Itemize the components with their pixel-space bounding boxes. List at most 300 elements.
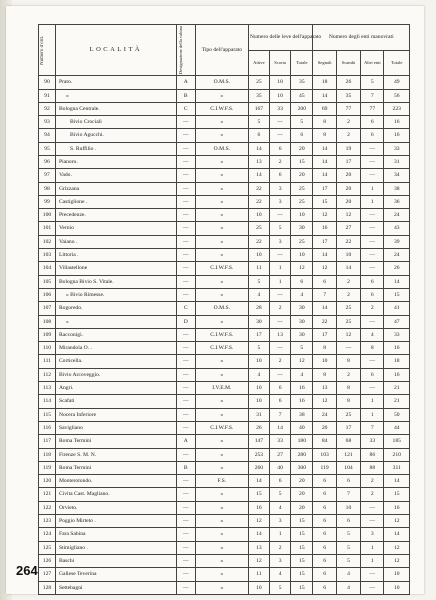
row-altri-enti: 7	[361, 89, 384, 102]
row-leve-attive: 10	[248, 209, 269, 222]
row-scambi: 20	[336, 182, 360, 195]
table-row	[39, 568, 410, 581]
row-leve-attive: 4	[248, 288, 269, 301]
row-segnali: 17	[313, 328, 336, 341]
row-altri-enti: 4	[361, 328, 384, 341]
row-leve-scorta: —	[270, 368, 291, 381]
row-leve-totale: 30	[291, 315, 313, 328]
row-localita: Littoria .	[55, 249, 176, 262]
row-enti-totale: 10	[384, 568, 410, 581]
row-tipo: »	[195, 541, 248, 554]
row-enti-totale: 31	[384, 156, 410, 169]
col-header-designazione-text: Designazione della cabina	[177, 26, 183, 75]
row-tipo: »	[195, 528, 248, 541]
row-leve-attive: 12	[248, 554, 269, 567]
row-segnali: 14	[313, 302, 336, 315]
row-segnali: 119	[313, 461, 336, 474]
row-leve-attive: 15	[248, 488, 269, 501]
row-designazione: —	[176, 156, 195, 169]
row-tipo: »	[195, 275, 248, 288]
row-leve-scorta: 1	[270, 275, 291, 288]
row-segnali: 20	[313, 421, 336, 434]
row-altri-enti: 77	[361, 102, 384, 115]
row-designazione: —	[176, 288, 195, 301]
row-leve-totale: 30	[291, 328, 313, 341]
row-tipo: »	[195, 249, 248, 262]
row-segnali: 6	[313, 488, 336, 501]
row-leve-attive: 10	[248, 395, 269, 408]
row-designazione: —	[176, 515, 195, 528]
row-scambi: 25	[336, 315, 360, 328]
row-leve-scorta: 33	[270, 102, 291, 115]
row-leve-totale: 6	[291, 129, 313, 142]
table-row	[39, 102, 410, 115]
row-leve-attive: 25	[248, 222, 269, 235]
row-leve-totale: 30	[291, 302, 313, 315]
row-localita: Corticella.	[55, 355, 176, 368]
row-number: 123	[39, 515, 56, 528]
row-designazione: B	[176, 461, 195, 474]
row-tipo: C.I.W.F.S.	[195, 342, 248, 355]
row-scambi: 12	[336, 209, 360, 222]
row-number: 116	[39, 421, 56, 434]
row-number: 110	[39, 342, 56, 355]
row-number: 117	[39, 435, 56, 448]
row-segnali: 14	[313, 142, 336, 155]
row-number: 97	[39, 169, 56, 182]
row-segnali: 22	[313, 315, 336, 328]
row-localita: Pianoro.	[55, 156, 176, 169]
row-enti-totale: 16	[384, 116, 410, 129]
row-enti-totale: 210	[384, 448, 410, 461]
row-leve-totale: 6	[291, 275, 313, 288]
row-scambi: 10	[336, 249, 360, 262]
row-enti-totale: 44	[384, 421, 410, 434]
table-row	[39, 169, 410, 182]
row-leve-totale: 40	[291, 421, 313, 434]
row-leve-scorta: 2	[270, 541, 291, 554]
row-leve-attive: 25	[248, 76, 269, 89]
row-tipo: C.I.W.F.S.	[195, 262, 248, 275]
row-altri-enti: —	[361, 235, 384, 248]
row-number: 126	[39, 554, 56, 567]
row-leve-scorta: 10	[270, 76, 291, 89]
row-designazione: —	[176, 129, 195, 142]
row-enti-totale: 185	[384, 435, 410, 448]
row-leve-scorta: 3	[270, 554, 291, 567]
row-leve-attive: 11	[248, 262, 269, 275]
row-leve-scorta: 2	[270, 302, 291, 315]
row-number: 99	[39, 195, 56, 208]
row-leve-totale: 15	[291, 568, 313, 581]
row-designazione: —	[176, 142, 195, 155]
row-scambi: 26	[336, 76, 360, 89]
row-designazione: —	[176, 541, 195, 554]
row-enti-totale: 34	[384, 169, 410, 182]
row-scambi: 8	[336, 395, 360, 408]
row-scambi: 2	[336, 288, 360, 301]
row-leve-scorta: 2	[270, 355, 291, 368]
row-leve-attive: 260	[248, 461, 269, 474]
row-number: 114	[39, 395, 56, 408]
row-leve-totale: 5	[291, 342, 313, 355]
row-leve-scorta: 27	[270, 448, 291, 461]
row-altri-enti: 8	[361, 342, 384, 355]
row-enti-totale: 50	[384, 408, 410, 421]
row-leve-totale: 20	[291, 142, 313, 155]
row-scambi: 17	[336, 421, 360, 434]
row-designazione: —	[176, 249, 195, 262]
row-altri-enti: 2	[361, 302, 384, 315]
row-altri-enti: —	[361, 382, 384, 395]
row-leve-totale: 45	[291, 89, 313, 102]
table-row	[39, 222, 410, 235]
table-row	[39, 76, 410, 89]
row-leve-scorta: 5	[270, 488, 291, 501]
row-designazione: —	[176, 554, 195, 567]
row-tipo: »	[195, 395, 248, 408]
row-designazione: —	[176, 421, 195, 434]
row-leve-attive: 10	[248, 249, 269, 262]
row-leve-totale: 16	[291, 382, 313, 395]
row-tipo: C.I.W.F.S.	[195, 421, 248, 434]
row-number: 98	[39, 182, 56, 195]
row-leve-attive: 167	[248, 102, 269, 115]
row-number: 111	[39, 355, 56, 368]
row-leve-attive: 10	[248, 581, 269, 594]
row-enti-totale: 24	[384, 249, 410, 262]
row-tipo: »	[195, 408, 248, 421]
row-leve-scorta: —	[270, 342, 291, 355]
row-designazione: —	[176, 182, 195, 195]
row-number: 103	[39, 249, 56, 262]
row-leve-scorta: 6	[270, 395, 291, 408]
row-scambi: 19	[336, 142, 360, 155]
row-localita: Vado.	[55, 169, 176, 182]
table-row	[39, 288, 410, 301]
row-tipo: I.V.E.M.	[195, 382, 248, 395]
row-enti-totale: 16	[384, 501, 410, 514]
col-header-enti-group-text: Numero degli enti manovrati	[328, 33, 394, 40]
table-row	[39, 182, 410, 195]
row-enti-totale: 16	[384, 129, 410, 142]
row-designazione: —	[176, 382, 195, 395]
row-tipo: O.M.S.	[195, 302, 248, 315]
row-number: 91	[39, 89, 56, 102]
row-leve-attive: 16	[248, 501, 269, 514]
row-localita: Angri.	[55, 382, 176, 395]
row-segnali: 12	[313, 395, 336, 408]
row-leve-totale: 15	[291, 156, 313, 169]
row-tipo: C.I.W.F.S.	[195, 328, 248, 341]
row-tipo: »	[195, 222, 248, 235]
table-row	[39, 541, 410, 554]
row-localita: Prato.	[55, 76, 176, 89]
table-row	[39, 156, 410, 169]
row-altri-enti: 6	[361, 368, 384, 381]
row-enti-totale: 56	[384, 89, 410, 102]
row-scambi: 4	[336, 581, 360, 594]
row-altri-enti: 3	[361, 528, 384, 541]
col-header-enti-group	[313, 25, 410, 51]
row-segnali: 17	[313, 182, 336, 195]
row-leve-scorta: —	[270, 116, 291, 129]
row-segnali: 12	[313, 262, 336, 275]
row-leve-scorta: 4	[270, 568, 291, 581]
row-scambi: 35	[336, 89, 360, 102]
row-localita: Bologna Centrale.	[55, 102, 176, 115]
row-leve-attive: 10	[248, 382, 269, 395]
row-altri-enti: 86	[361, 448, 384, 461]
row-leve-scorta: —	[270, 315, 291, 328]
row-scambi: 2	[336, 368, 360, 381]
row-enti-totale: 311	[384, 461, 410, 474]
row-enti-totale: 14	[384, 528, 410, 541]
row-number: 94	[39, 129, 56, 142]
row-altri-enti: —	[361, 249, 384, 262]
row-enti-totale: 38	[384, 182, 410, 195]
row-scambi: 25	[336, 302, 360, 315]
row-segnali: 103	[313, 448, 336, 461]
row-number: 102	[39, 235, 56, 248]
row-leve-attive: 6	[248, 129, 269, 142]
row-leve-attive: 22	[248, 235, 269, 248]
row-designazione: —	[176, 328, 195, 341]
row-leve-attive: 31	[248, 408, 269, 421]
row-localita: Bivio Agucchi.	[55, 129, 176, 142]
row-leve-scorta: 10	[270, 89, 291, 102]
table-row	[39, 528, 410, 541]
row-leve-scorta: 6	[270, 169, 291, 182]
row-designazione: B	[176, 89, 195, 102]
col-header-tipo	[195, 25, 248, 76]
row-enti-totale: 18	[384, 355, 410, 368]
row-designazione: —	[176, 222, 195, 235]
col-header-numero	[39, 25, 56, 76]
row-leve-attive: 14	[248, 169, 269, 182]
row-segnali: 6	[313, 581, 336, 594]
row-number: 113	[39, 382, 56, 395]
row-designazione: —	[176, 528, 195, 541]
row-segnali: 8	[313, 129, 336, 142]
row-number: 105	[39, 275, 56, 288]
row-leve-totale: 20	[291, 501, 313, 514]
row-segnali: 84	[313, 435, 336, 448]
row-tipo: »	[195, 116, 248, 129]
col-header-segnali: Segnali	[313, 50, 336, 76]
row-altri-enti: —	[361, 156, 384, 169]
row-leve-attive: 14	[248, 475, 269, 488]
table-row	[39, 249, 410, 262]
table-row	[39, 435, 410, 448]
row-altri-enti: 7	[361, 421, 384, 434]
row-scambi: 27	[336, 222, 360, 235]
row-scambi: 20	[336, 195, 360, 208]
row-enti-totale: 24	[384, 209, 410, 222]
row-leve-scorta: 7	[270, 408, 291, 421]
row-segnali: 8	[313, 368, 336, 381]
row-tipo: »	[195, 368, 248, 381]
row-localita: »	[55, 315, 176, 328]
row-altri-enti: 1	[361, 182, 384, 195]
row-designazione: —	[176, 395, 195, 408]
row-tipo: »	[195, 89, 248, 102]
row-leve-totale: 4	[291, 368, 313, 381]
col-header-designazione	[176, 25, 195, 76]
row-segnali: 24	[313, 408, 336, 421]
row-leve-totale: 35	[291, 76, 313, 89]
row-designazione: —	[176, 235, 195, 248]
row-scambi: 2	[336, 275, 360, 288]
col-header-leve-group-text: Numero delle leve dell'apparato	[249, 33, 322, 40]
row-localita: Firenze S. M. N.	[55, 448, 176, 461]
row-localita: Villastellone	[55, 262, 176, 275]
row-enti-totale: 12	[384, 554, 410, 567]
row-number: 112	[39, 368, 56, 381]
row-tipo: »	[195, 288, 248, 301]
row-segnali: 17	[313, 235, 336, 248]
row-scambi: 5	[336, 554, 360, 567]
row-altri-enti: 1	[361, 395, 384, 408]
row-enti-totale: 10	[384, 581, 410, 594]
row-scambi: 8	[336, 355, 360, 368]
table-body	[39, 76, 410, 595]
row-tipo: »	[195, 315, 248, 328]
row-segnali: 6	[313, 501, 336, 514]
row-leve-totale: 16	[291, 395, 313, 408]
row-altri-enti: 1	[361, 195, 384, 208]
row-scambi: 25	[336, 408, 360, 421]
row-altri-enti: 6	[361, 116, 384, 129]
row-segnali: 8	[313, 116, 336, 129]
row-altri-enti: —	[361, 581, 384, 594]
row-tipo: »	[195, 156, 248, 169]
row-designazione: —	[176, 568, 195, 581]
row-localita: Vaiano .	[55, 235, 176, 248]
row-leve-totale: 12	[291, 262, 313, 275]
row-designazione: A	[176, 76, 195, 89]
row-scambi: 6	[336, 475, 360, 488]
row-leve-totale: 200	[291, 102, 313, 115]
row-localita: Settebagni	[55, 581, 176, 594]
row-tipo: »	[195, 435, 248, 448]
row-segnali: 6	[313, 541, 336, 554]
row-designazione: —	[176, 368, 195, 381]
row-segnali: 6	[313, 568, 336, 581]
row-scambi: 5	[336, 541, 360, 554]
row-leve-totale: 25	[291, 195, 313, 208]
row-designazione: —	[176, 448, 195, 461]
row-leve-totale: 5	[291, 116, 313, 129]
row-leve-totale: 38	[291, 408, 313, 421]
table-row	[39, 209, 410, 222]
row-altri-enti: 88	[361, 461, 384, 474]
col-header-scorta: Scorta	[270, 50, 291, 76]
table-row	[39, 116, 410, 129]
row-enti-totale: 43	[384, 222, 410, 235]
row-leve-scorta: —	[270, 209, 291, 222]
row-scambi: 2	[336, 116, 360, 129]
row-tipo: »	[195, 235, 248, 248]
row-leve-totale: 15	[291, 581, 313, 594]
row-number: 100	[39, 209, 56, 222]
row-segnali: 10	[313, 355, 336, 368]
row-number: 93	[39, 116, 56, 129]
row-localita: Monterotondo.	[55, 475, 176, 488]
row-scambi: 17	[336, 156, 360, 169]
row-leve-totale: 15	[291, 541, 313, 554]
row-designazione: C	[176, 102, 195, 115]
row-segnali: 14	[313, 249, 336, 262]
table-row	[39, 328, 410, 341]
row-localita: Nocera Inferiore	[55, 408, 176, 421]
row-scambi: 12	[336, 328, 360, 341]
row-designazione: A	[176, 435, 195, 448]
row-number: 106	[39, 288, 56, 301]
row-number: 96	[39, 156, 56, 169]
table-row	[39, 461, 410, 474]
row-number: 118	[39, 448, 56, 461]
row-designazione: D	[176, 315, 195, 328]
row-enti-totale: 14	[384, 475, 410, 488]
row-segnali: 16	[313, 222, 336, 235]
table-row	[39, 408, 410, 421]
row-segnali: 14	[313, 89, 336, 102]
col-header-localita	[55, 25, 176, 76]
row-number: 124	[39, 528, 56, 541]
row-altri-enti: 2	[361, 488, 384, 501]
row-tipo: »	[195, 182, 248, 195]
row-leve-scorta: 3	[270, 235, 291, 248]
row-leve-totale: 20	[291, 169, 313, 182]
row-tipo: C.I.W.F.S.	[195, 102, 248, 115]
row-tipo: »	[195, 461, 248, 474]
row-enti-totale: 26	[384, 262, 410, 275]
row-altri-enti: —	[361, 209, 384, 222]
row-tipo: O.M.S.	[195, 142, 248, 155]
row-scambi: 77	[336, 102, 360, 115]
row-altri-enti: —	[361, 222, 384, 235]
row-leve-attive: 13	[248, 541, 269, 554]
page-number: 264	[16, 563, 38, 578]
row-localita: Vernio	[55, 222, 176, 235]
row-enti-totale: 47	[384, 315, 410, 328]
row-localita: Orvieto.	[55, 501, 176, 514]
row-enti-totale: 39	[384, 235, 410, 248]
row-altri-enti: —	[361, 262, 384, 275]
row-altri-enti: —	[361, 568, 384, 581]
col-header-scambi: Scambi	[336, 50, 360, 76]
row-leve-attive: 11	[248, 568, 269, 581]
row-designazione: —	[176, 475, 195, 488]
row-leve-scorta: 6	[270, 382, 291, 395]
row-number: 128	[39, 581, 56, 594]
row-leve-scorta: 1	[270, 262, 291, 275]
row-number: 120	[39, 475, 56, 488]
row-leve-attive: 35	[248, 89, 269, 102]
row-altri-enti: 33	[361, 435, 384, 448]
row-localita: Bivio Crociali	[55, 116, 176, 129]
row-enti-totale: 36	[384, 195, 410, 208]
table-row	[39, 195, 410, 208]
row-localita: S. Ruffilio .	[55, 142, 176, 155]
row-leve-scorta: —	[270, 288, 291, 301]
row-segnali: 7	[313, 288, 336, 301]
row-enti-totale: 14	[384, 275, 410, 288]
row-leve-totale: 12	[291, 355, 313, 368]
row-leve-attive: 4	[248, 368, 269, 381]
table-row	[39, 515, 410, 528]
